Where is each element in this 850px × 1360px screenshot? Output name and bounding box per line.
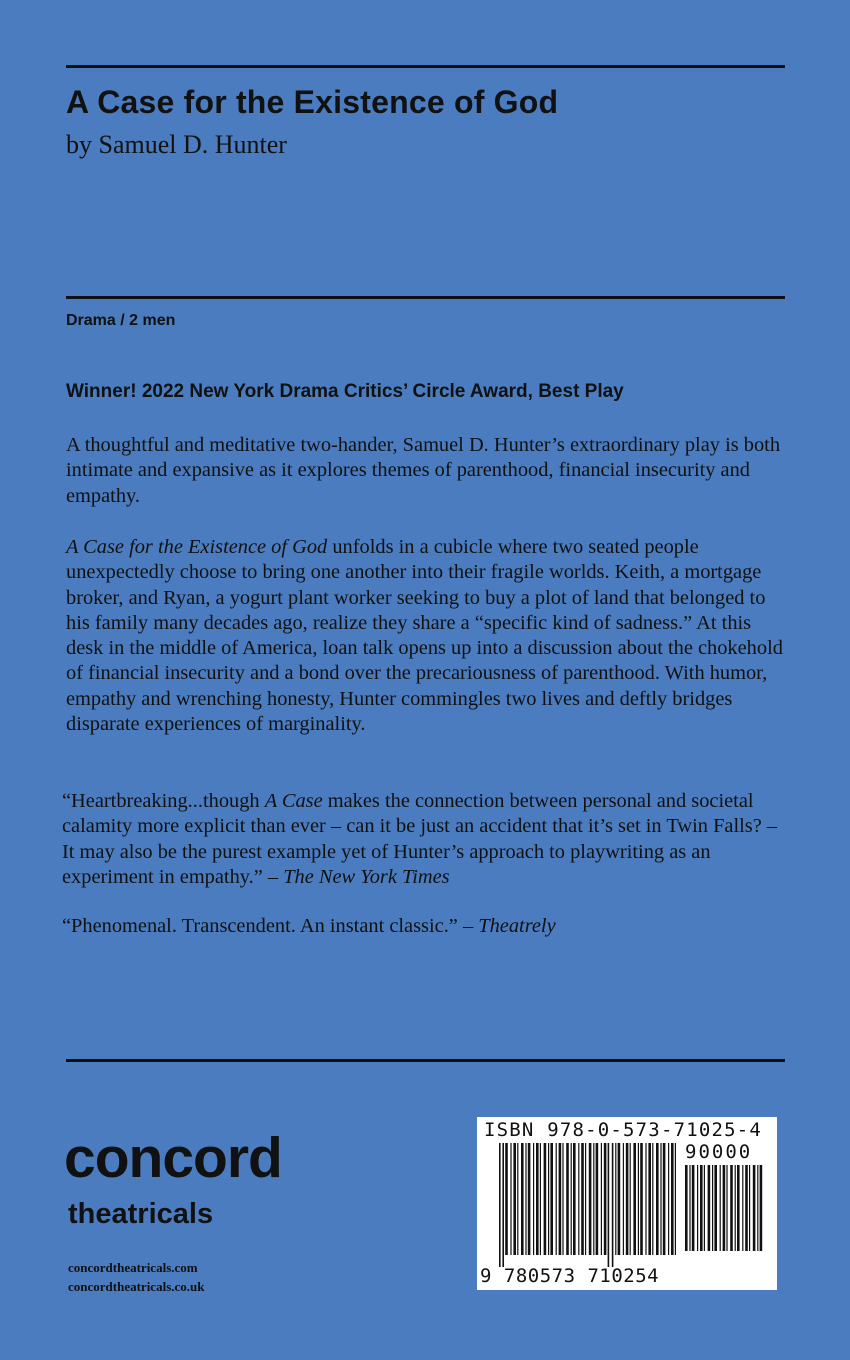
isbn-label: ISBN 978-0-573-71025-4 [484, 1119, 763, 1141]
barcode-bar [517, 1143, 518, 1255]
description-paragraph-2 [66, 535, 791, 737]
barcode-bar [720, 1165, 721, 1251]
ean-digits: 9 780573 710254 [480, 1265, 660, 1287]
barcode-bar [663, 1143, 666, 1255]
barcode-bar [604, 1143, 607, 1255]
barcode-bar [660, 1143, 661, 1255]
barcode-bar [615, 1143, 616, 1255]
barcode-bar [652, 1143, 653, 1255]
review-quote-1 [62, 789, 787, 890]
publisher-logo-concord: concord [64, 1126, 282, 1190]
barcode-bar [528, 1143, 531, 1255]
barcode-bar [533, 1143, 534, 1255]
description-paragraph-2-text: unfolds in a cubicle where two seated people unexpectedly choose to bring one another into their fragile worlds. Keith, a mortgage broker, and Ryan, a yogurt plant worker seeking to buy a plot of land that belonged to his family many decades ago, realize they share a “specific kind of sadness.” At this desk in the middle of America, loan talk opens up into a discussion about the chokehold of financial insecurity and a bond over the precariousness of parenthood. With humor, empathy and wrenching honesty, Hunter commingles two lives and deftly bridges disparate experiences of marginality. [66, 536, 783, 736]
publisher-url-uk: concordtheatricals.co.uk [68, 1279, 205, 1294]
barcode-bar [700, 1165, 703, 1251]
barcode-panel [477, 1117, 777, 1290]
barcode-bar [585, 1143, 586, 1255]
barcode-bar [556, 1143, 557, 1255]
barcode-bar [521, 1143, 524, 1255]
top-rule [66, 65, 785, 68]
barcode-bar [510, 1143, 511, 1255]
barcode-bar [737, 1165, 740, 1251]
publisher-logo-theatricals: theatricals [68, 1198, 214, 1230]
barcode-bar [596, 1143, 599, 1255]
barcode-bar [671, 1143, 674, 1255]
barcode-bar [544, 1143, 547, 1255]
barcode-bar [697, 1165, 698, 1251]
play-title-italic: A Case for the Existence of God [66, 536, 328, 558]
barcode-bar [601, 1143, 602, 1255]
barcode-bar [550, 1143, 553, 1255]
barcode-bar [612, 1143, 614, 1267]
barcode-bar [648, 1143, 651, 1255]
barcode-bar [689, 1165, 690, 1251]
barcode-bar [714, 1165, 717, 1251]
barcode-bar [745, 1165, 748, 1251]
genre-cast: Drama / 2 men [66, 312, 176, 329]
quote-1-start: “Heartbreaking...though [62, 790, 265, 812]
quote-2-source: Theatrely [478, 915, 556, 937]
barcode-bar [502, 1143, 504, 1267]
barcode-bar [692, 1165, 695, 1251]
barcode-bar [573, 1143, 576, 1255]
barcode-bar [618, 1143, 621, 1255]
barcode-bar [753, 1165, 756, 1251]
barcode-bar [608, 1143, 610, 1267]
barcode-bar [499, 1143, 501, 1267]
barcode-bar [730, 1165, 733, 1251]
barcode-bar [645, 1143, 646, 1255]
barcode-bar [626, 1143, 629, 1255]
bottom-rule [66, 1059, 785, 1062]
barcode-bar [589, 1143, 592, 1255]
book-title: A Case for the Existence of God [66, 84, 559, 120]
barcode-bar [723, 1165, 726, 1251]
barcode-bar [726, 1165, 727, 1251]
barcode-bar [630, 1143, 631, 1255]
barcode-bar [525, 1143, 526, 1255]
barcode-bar [735, 1165, 736, 1251]
quote-1-middle: makes the connection between personal and societal calamity more explicit than ever – can it be just an accident that it’s set in Twin Falls? – It may also be the purest example yet of Hunter’s approach to playwriting as an experiment in empathy.” – [62, 790, 778, 888]
barcode-bar [675, 1143, 676, 1255]
barcode-bar [593, 1143, 594, 1255]
barcode-bar [566, 1143, 569, 1255]
price-code: 90000 [685, 1141, 753, 1163]
barcode-bar [742, 1165, 743, 1251]
description-paragraph-1: A thoughtful and meditative two-hander, Samuel D. Hunter’s extraordinary play is both intimate and expansive as it explores themes of parenthood, financial insecurity and empathy. [66, 434, 781, 507]
barcode-bar [505, 1143, 508, 1255]
barcode-bar [712, 1165, 713, 1251]
author-byline: by Samuel D. Hunter [66, 130, 287, 159]
barcode-bar [578, 1143, 579, 1255]
barcode-bar [562, 1143, 563, 1255]
barcode-bar [640, 1143, 643, 1255]
publisher-url-com: concordtheatricals.com [68, 1260, 198, 1275]
barcode-bar [760, 1165, 763, 1251]
barcode-bar [757, 1165, 758, 1251]
addon-barcode-bars [685, 1165, 765, 1263]
barcode-bar [581, 1143, 584, 1255]
barcode-bar [623, 1143, 624, 1255]
barcode-bar [571, 1143, 572, 1255]
barcode-bar [633, 1143, 636, 1255]
barcode-bar [548, 1143, 549, 1255]
barcode-bar [513, 1143, 516, 1255]
barcode-bar [540, 1143, 541, 1255]
barcode-bar [656, 1143, 659, 1255]
barcode-bar [536, 1143, 539, 1255]
award-line: Winner! 2022 New York Drama Critics’ Circle Award, Best Play [66, 381, 624, 402]
barcode-bar [685, 1165, 688, 1251]
barcode-bar [559, 1143, 562, 1255]
barcode-bar [749, 1165, 750, 1251]
barcode-bar [704, 1165, 705, 1251]
barcode-bar [708, 1165, 711, 1251]
barcode-bar [638, 1143, 639, 1255]
barcode-bar [668, 1143, 669, 1255]
review-quote-2 [62, 914, 787, 939]
quote-1-italic: A Case [264, 790, 323, 812]
quote-2-text: “Phenomenal. Transcendent. An instant classic.” – [62, 915, 479, 937]
quote-1-source: The New York Times [283, 865, 450, 888]
ean-barcode-bars [499, 1143, 679, 1267]
middle-rule [66, 296, 785, 299]
